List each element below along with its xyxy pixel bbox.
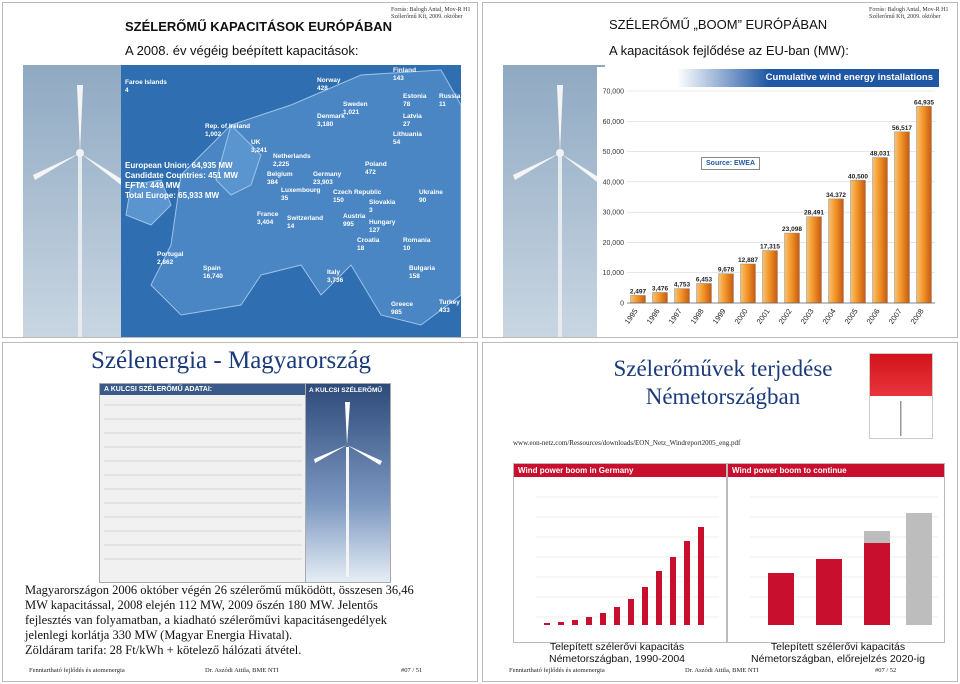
footer-right: #07 / 52 — [875, 667, 897, 674]
slide-europe-capacity — [2, 2, 478, 338]
source-line: Forrás: Balogh Antal, Mov-R H1 — [391, 7, 471, 13]
hungary-body-text — [25, 583, 475, 658]
cover-image — [870, 354, 932, 396]
country-label: Denmark 3,180 — [317, 113, 345, 128]
y-tick-label: 60,000 — [602, 118, 624, 126]
wind-turbine-icon — [503, 65, 605, 337]
x-tick-label: 1995 — [622, 306, 640, 326]
slide2-title: SZÉLERŐMŰ „BOOM” EURÓPÁBAN — [609, 17, 828, 32]
country-label: Austria 995 — [343, 213, 366, 228]
country-label: Netherlands 2,225 — [273, 153, 311, 168]
country-label: Germany 23,903 — [313, 171, 342, 186]
country-label: Faroe Islands 4 — [125, 79, 167, 94]
y-tick-label: 40,000 — [602, 179, 624, 187]
x-tick-label: 2007 — [886, 306, 904, 326]
x-tick-label: 2003 — [798, 306, 816, 326]
x-tick-label: 2008 — [908, 306, 926, 326]
report-header: Wind power boom to continue — [728, 464, 944, 477]
capacity-stats — [125, 161, 238, 201]
stat-line: Total Europe: 65,933 MW — [125, 191, 220, 200]
slide2-subtitle: A kapacitások fejlődése az EU-ban (MW): — [609, 43, 849, 58]
germany-forecast-chart — [728, 477, 944, 639]
country-label: Greece 985 — [391, 301, 414, 316]
country-label: Czech Republic 150 — [333, 189, 382, 204]
country-label: Hungary 127 — [369, 219, 396, 234]
chart-title: Cumulative wind energy installations — [765, 72, 933, 83]
x-tick-label: 1996 — [644, 306, 662, 326]
x-tick-label: 1998 — [688, 306, 706, 326]
bar-2003 — [807, 217, 822, 303]
slide-hungary — [2, 342, 478, 682]
source-text: Source: EWEA — [706, 160, 756, 167]
y-tick-label: 10,000 — [602, 270, 624, 278]
country-label: Slovakia 3 — [369, 199, 396, 214]
cumulative-chart — [597, 67, 939, 337]
bar-1996 — [653, 292, 668, 303]
bar-2005 — [851, 180, 866, 303]
turbine-photo — [503, 65, 605, 337]
germany-installed-chart — [514, 477, 726, 639]
body-line: jelenlegi korlátja 330 MW (Magyar Energia Hivatal). — [25, 628, 293, 642]
wind-turbine-icon — [306, 397, 390, 577]
country-label: Ukraine 90 — [419, 189, 443, 204]
bar-1999 — [719, 274, 734, 303]
x-tick-label: 2002 — [776, 306, 794, 326]
source-line: Forrás: Balogh Antal, Mov-R H1 — [869, 7, 949, 13]
stat-line: Candidate Countries: 451 MW — [125, 171, 238, 180]
caption-forecast: Telepített szélerővi kapacitás Németországban, előrejelzés 2020-ig — [751, 641, 925, 665]
country-label: Latvia 27 — [403, 113, 422, 128]
turbine-panel — [305, 383, 391, 583]
x-tick-label: 1999 — [710, 306, 728, 326]
europe-map — [121, 65, 461, 337]
x-tick-label: 1997 — [666, 306, 684, 326]
source-url: www.eon-netz.com/Ressources/downloads/EON_Netz_Windreport2005_eng.pdf — [513, 439, 741, 447]
country-label: Sweden 1,021 — [343, 101, 368, 116]
data-label: 34.372 — [826, 191, 846, 199]
bar-1997 — [675, 289, 690, 303]
data-table-lines — [100, 395, 306, 575]
country-label: Estonia 78 — [403, 93, 427, 108]
data-label: 56,517 — [892, 124, 912, 132]
title-line: Németországban — [645, 384, 801, 409]
y-tick-label: 30,000 — [602, 209, 624, 217]
country-label: Spain 16,740 — [203, 265, 223, 280]
report-chart-forecast-2020 — [727, 463, 945, 643]
country-label: Switzerland 14 — [287, 215, 324, 230]
bar-2008 — [917, 106, 932, 303]
bar-2001 — [763, 251, 778, 303]
data-label: 2,497 — [629, 288, 647, 296]
source-line: Szélerőmű Kft, 2009. október — [391, 14, 463, 20]
country-label: Finland 143 — [393, 67, 417, 82]
data-label: 12,887 — [738, 256, 758, 264]
footer-mid: Dr. Aszódi Attila, BME NTI — [685, 667, 759, 674]
stat-line: EFTA: 449 MW — [125, 181, 180, 190]
x-tick-label: 2000 — [732, 306, 750, 326]
slide3-title: Szélenergia - Magyarország — [91, 347, 371, 374]
source-box — [701, 157, 760, 170]
body-line: MW kapacitással, 2008 elején 112 MW, 2009 őszén 180 MW. Jelentős — [25, 598, 378, 612]
country-label: Bulgaria 158 — [409, 265, 436, 280]
stat-line: European Union: 64,935 MW — [125, 161, 233, 170]
footer-left: Fenntartható fejlődés és atomenergia — [509, 667, 605, 674]
bar-2000 — [741, 264, 756, 303]
report-chart-1990-2004 — [513, 463, 727, 643]
slide-germany — [482, 342, 958, 682]
slide1-source — [391, 7, 471, 21]
country-label: Italy 3,736 — [327, 269, 344, 284]
source-line: Szélerőmű Kft, 2009. október — [869, 14, 941, 20]
turbine-photo — [23, 65, 128, 337]
bar-1995 — [631, 295, 646, 303]
country-label: Turkey 433 — [439, 299, 460, 314]
data-label: 17,315 — [760, 243, 780, 251]
title-line: Szélerőművek terjedése — [613, 356, 833, 381]
x-tick-label: 2006 — [864, 306, 882, 326]
body-line: Magyarországon 2006 október végén 26 szélerőmű működött, összesen 36,46 — [25, 583, 414, 597]
body-line: Zöldáram tarifa: 28 Ft/kWh + kötelező hálózati átvétel. — [25, 643, 302, 657]
chart-plot — [597, 67, 939, 337]
footer-left: Fenntartható fejlődés és atomenergia — [29, 667, 125, 674]
footer-mid: Dr. Aszódi Attila, BME NTI — [205, 667, 279, 674]
country-label: Russia 11 — [439, 93, 461, 108]
y-tick-label: 50,000 — [602, 149, 624, 157]
data-label: 40,500 — [848, 173, 868, 181]
slide1-title: SZÉLERŐMŰ KAPACITÁSOK EURÓPÁBAN — [125, 19, 392, 34]
wind-turbine-icon — [870, 396, 932, 436]
data-label: 6,453 — [695, 276, 713, 284]
country-label: Belgium 384 — [267, 171, 293, 186]
bar-2004 — [829, 199, 844, 303]
bar-2002 — [785, 233, 800, 303]
country-label: Lithuania 54 — [393, 131, 422, 146]
slide2-source — [869, 7, 949, 21]
data-label: 48,031 — [870, 150, 890, 158]
country-label: Luxembourg 35 — [281, 187, 321, 202]
x-tick-label: 2005 — [842, 306, 860, 326]
country-label: Norway 428 — [317, 77, 341, 92]
caption-installed: Telepített szélerővi kapacitás Németországban, 1990-2004 — [548, 641, 685, 665]
bar-2006 — [873, 158, 888, 303]
y-tick-label: 0 — [620, 300, 624, 308]
body-line: fejlesztés van folyamatban, a kiadható szélerőművi kapacitásengedélyek — [25, 613, 387, 627]
x-tick-label: 2001 — [754, 306, 772, 326]
slide-eu-boom — [482, 2, 958, 338]
data-label: 3,476 — [651, 285, 669, 293]
country-label: France 3,404 — [257, 211, 279, 226]
report-cover-thumbnail — [869, 353, 933, 439]
country-label: Rep. of Ireland 1,002 — [205, 123, 251, 138]
data-sheet-panel — [99, 383, 307, 583]
footer-right: #07 / 51 — [401, 667, 423, 674]
bar-1998 — [697, 283, 712, 303]
slide4-title — [583, 355, 863, 411]
data-label: 4,753 — [673, 281, 691, 289]
data-label: 23,098 — [782, 226, 802, 234]
y-tick-label: 70,000 — [602, 88, 624, 96]
report-header: Wind power boom in Germany — [514, 464, 726, 477]
x-tick-label: 2004 — [820, 306, 838, 326]
wind-turbine-icon — [23, 65, 128, 337]
data-label: 28,491 — [804, 209, 824, 217]
data-label: 64,935 — [914, 99, 934, 107]
slide1-subtitle: A 2008. év végéig beépített kapacitások: — [125, 43, 359, 58]
country-label: Croatia 18 — [357, 237, 380, 252]
country-label: Romania 10 — [403, 237, 431, 252]
data-label: 9,678 — [717, 266, 735, 274]
y-tick-label: 20,000 — [602, 239, 624, 247]
country-label: Portugal 2,862 — [157, 251, 184, 266]
country-label: Poland 472 — [365, 161, 387, 176]
panel-header: A KULCSI SZÉLERŐMŰ — [309, 387, 383, 394]
bar-2007 — [895, 132, 910, 303]
panel-header: A KULCSI SZÉLERŐMŰ ADATAI: — [100, 384, 306, 395]
country-label: UK 3,241 — [251, 139, 268, 154]
